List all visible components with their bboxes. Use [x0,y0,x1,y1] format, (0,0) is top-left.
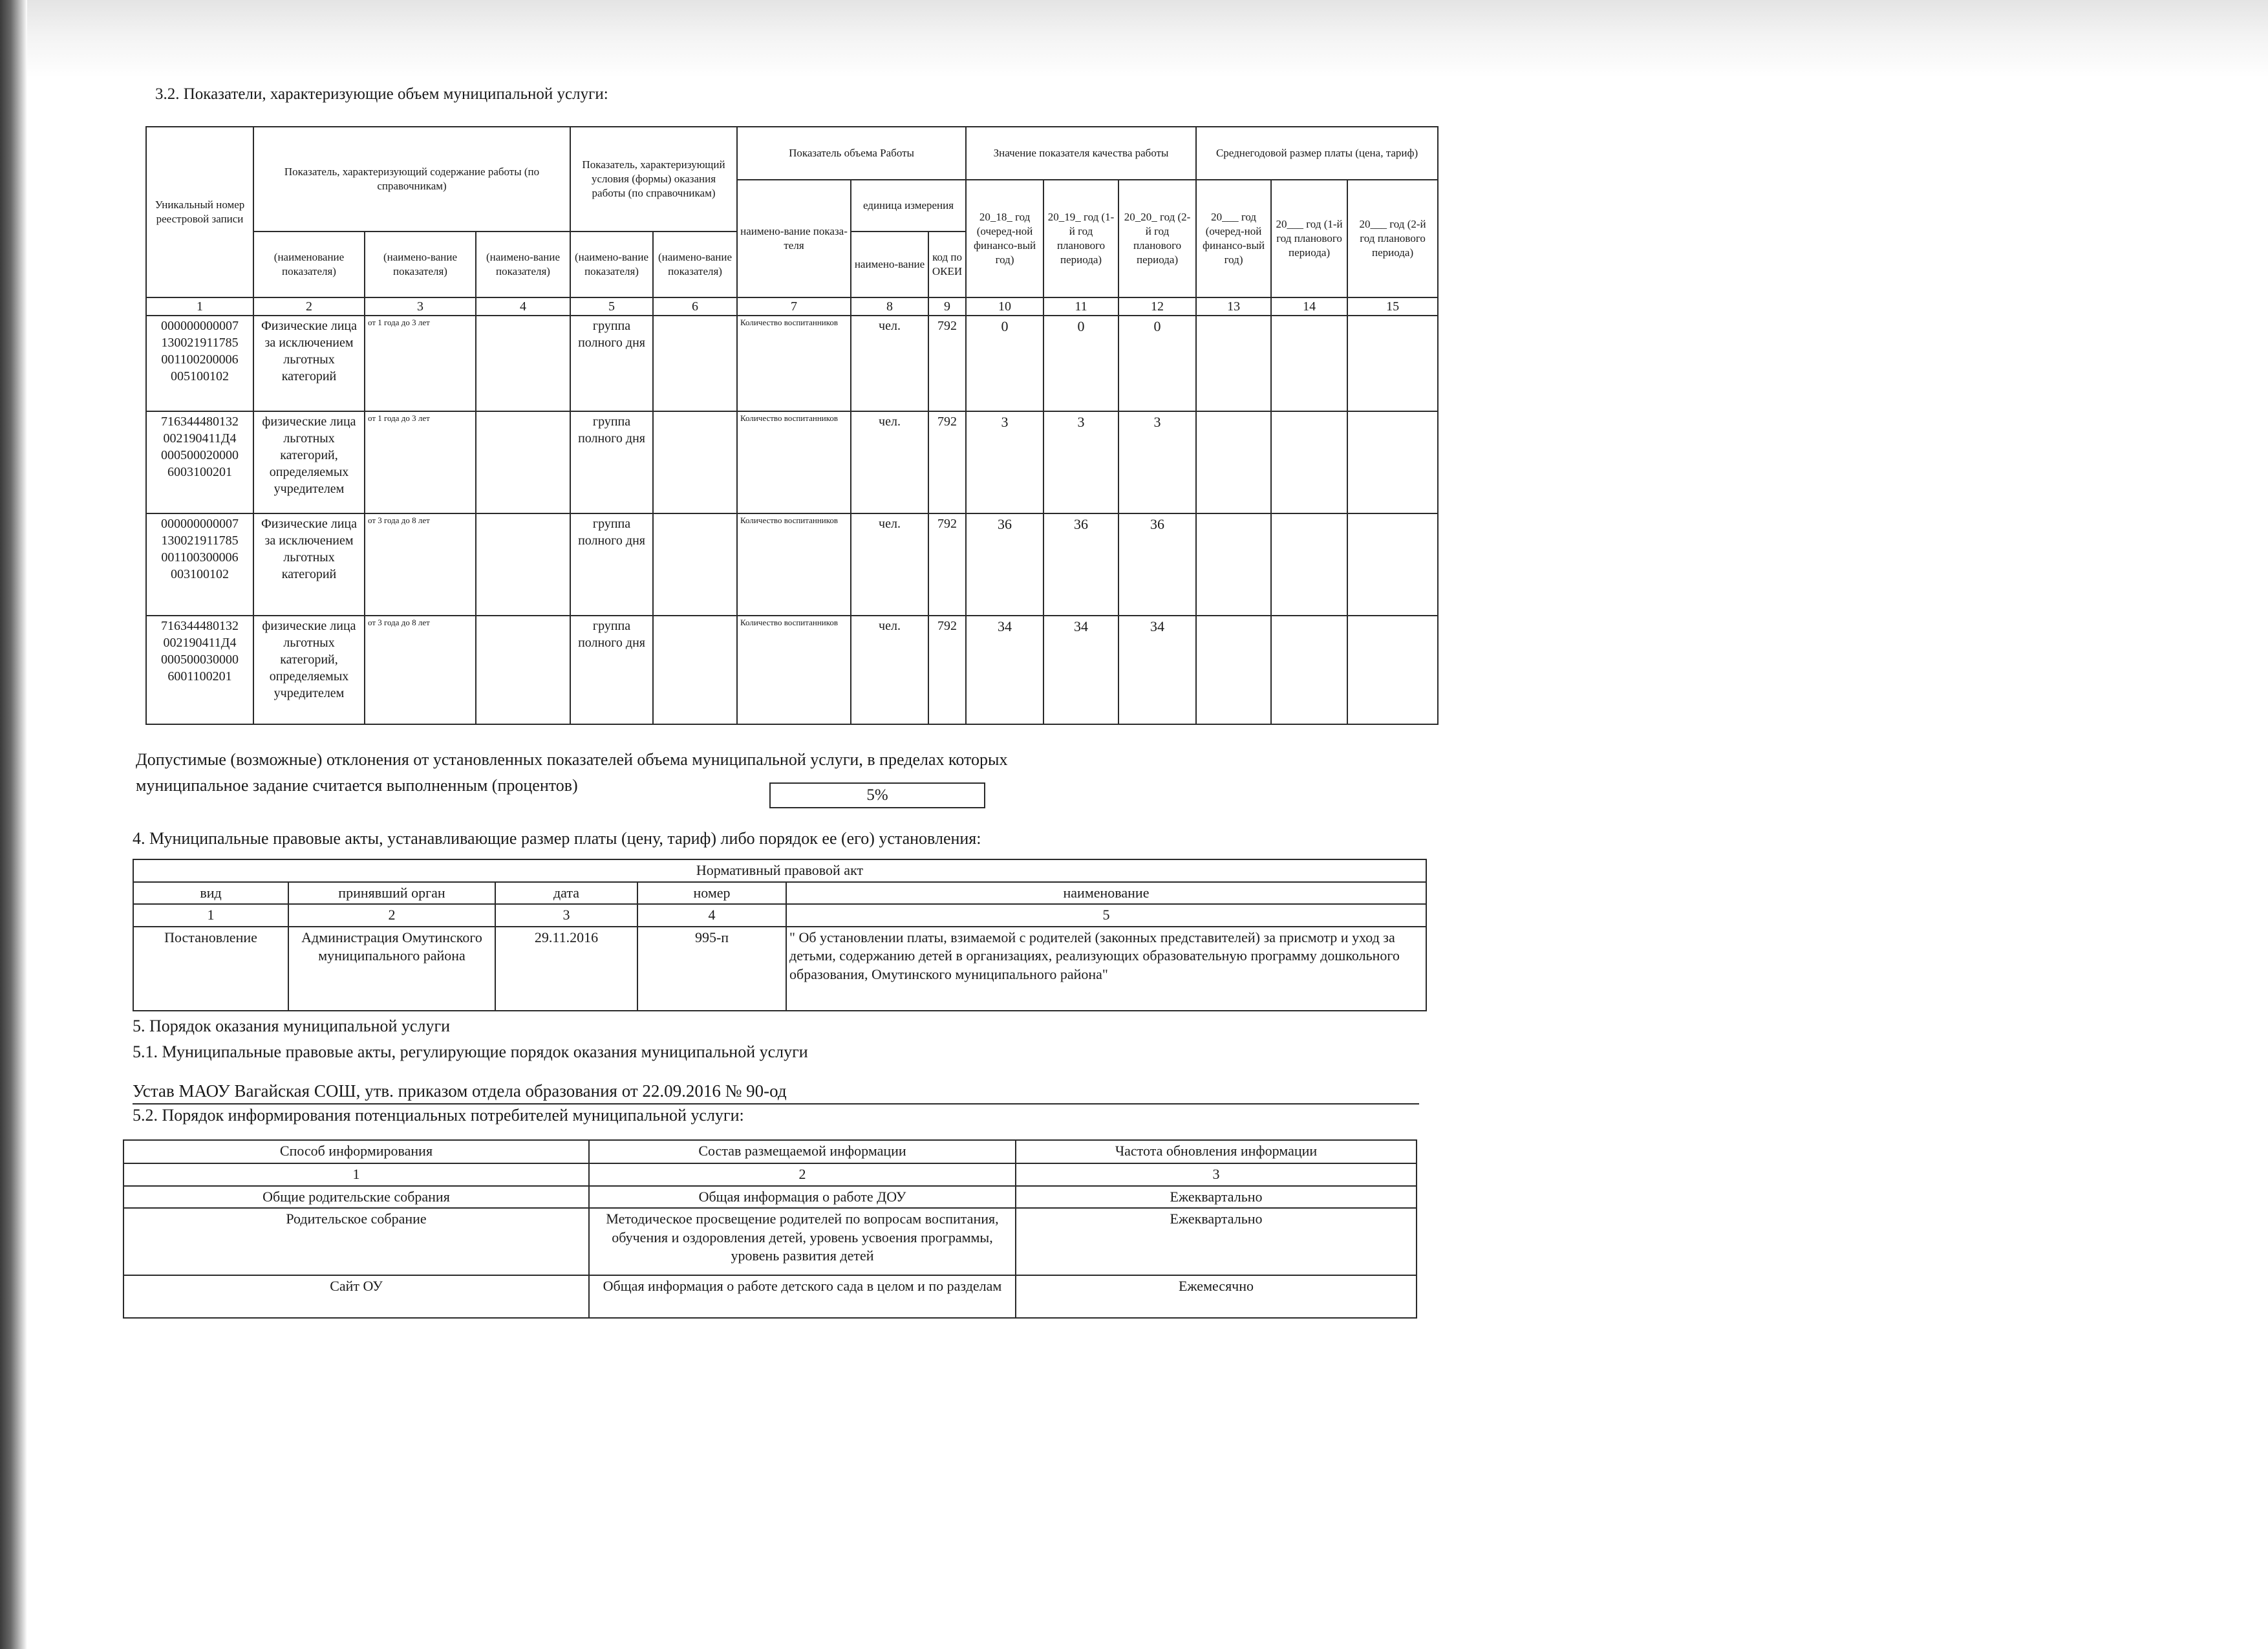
table-row [123,1186,1417,1209]
row-group: группа полного дня [570,316,653,411]
row-category: физические лица льготных категорий, определяемых учредителем [253,411,365,513]
col-number: 12 [1118,297,1196,316]
row-age: от 1 года до 3 лет [365,316,476,411]
info-method: Родительское собрание [123,1208,589,1275]
col-number: 2 [288,904,495,927]
row-empty [1271,316,1347,411]
section-4-title: 4. Муниципальные правовые акты, устанавливающие размер платы (цену, тариф) либо порядок ее (его) установления: [133,829,981,848]
hdr-year-2018: 20_18_ год (очеред-ной финансо-вый год) [966,180,1043,297]
hdr-frequency: Частота обновления информации [1016,1140,1417,1163]
row-unit: чел. [851,411,928,513]
hdr-volume-indicator: Показатель объема Работы [737,127,966,180]
col-number: 5 [786,904,1426,927]
row-empty [1347,411,1438,513]
info-method: Общие родительские собрания [123,1186,589,1209]
row-age: от 1 года до 3 лет [365,411,476,513]
act-name: " Об установлении платы, взимаемой с родителей (законных представителей) за присмотр и уход за детьми, содержанию детей в организациях, реализующих образовательную программу дошкольного образования, Омутинского муниципального района" [786,927,1426,1011]
col-number: 13 [1196,297,1271,316]
col-number: 10 [966,297,1043,316]
info-content: Общая информация о работе ДОУ [589,1186,1016,1209]
hdr-content: Состав размещаемой информации [589,1140,1016,1163]
row-value-2019: 34 [1043,616,1118,724]
hdr-organ: принявший орган [288,882,495,905]
section-5-2-title: 5.2. Порядок информирования потенциальных потребителей муниципальной услуги: [133,1106,744,1125]
row-okei: 792 [928,513,966,616]
row-empty [476,411,570,513]
col-number: 2 [253,297,365,316]
row-empty [653,316,737,411]
row-okei: 792 [928,616,966,724]
row-empty [1271,616,1347,724]
info-content: Общая информация о работе детского сада в целом и по разделам [589,1275,1016,1318]
row-empty [476,513,570,616]
row-empty [653,616,737,724]
row-value-2018: 0 [966,316,1043,411]
row-id: 716344480132 002190411Д4 000500030000 6001100201 [146,616,253,724]
table-row [123,1275,1417,1318]
col-number: 6 [653,297,737,316]
row-empty [1196,616,1271,724]
col-number: 4 [637,904,786,927]
row-group: группа полного дня [570,411,653,513]
row-empty [1347,513,1438,616]
hdr-content-indicator: Показатель, характеризующий содержание работы (по справочникам) [253,127,570,232]
hdr-fee-year-2: 20___ год (1-й год планового периода) [1271,180,1347,297]
col-number: 1 [123,1163,589,1186]
table-row [146,513,1438,616]
row-empty [653,411,737,513]
hdr-name-indicator-1: (наименование показателя) [253,232,365,297]
col-number: 1 [133,904,288,927]
table-row [133,927,1426,1011]
act-type: Постановление [133,927,288,1011]
hdr-name-indicator-3: (наимено-вание показателя) [476,232,570,297]
row-age: от 3 года до 8 лет [365,513,476,616]
table-row [123,1208,1417,1275]
row-empty [1347,616,1438,724]
hdr-year-2019: 20_19_ год (1-й год планового периода) [1043,180,1118,297]
row-id: 000000000007 130021911785 001100300006 003100102 [146,513,253,616]
row-category: Физические лица за исключением льготных категорий [253,513,365,616]
row-empty [1347,316,1438,411]
hdr-method: Способ информирования [123,1140,589,1163]
hdr-unit-name: наимено-вание [851,232,928,297]
scan-dark-edge [0,0,27,1649]
row-category: физические лица льготных категорий, определяемых учредителем [253,616,365,724]
deviation-percent-value: 5% [769,782,985,808]
row-indicator: Количество воспитанников [737,513,851,616]
row-value-2018: 3 [966,411,1043,513]
row-value-2019: 0 [1043,316,1118,411]
table-row [146,616,1438,724]
col-number: 3 [365,297,476,316]
hdr-avg-fee: Среднегодовой размер платы (цена, тариф) [1196,127,1438,180]
hdr-unit: единица измерения [851,180,966,232]
row-group: группа полного дня [570,616,653,724]
act-organ: Администрация Омутинского муниципального района [288,927,495,1011]
col-number: 14 [1271,297,1347,316]
col-number: 5 [570,297,653,316]
row-id: 000000000007 130021911785 001100200006 005100102 [146,316,253,411]
row-age: от 3 года до 8 лет [365,616,476,724]
act-number: 995-п [637,927,786,1011]
hdr-quality-value: Значение показателя качества работы [966,127,1196,180]
deviation-text-line1: Допустимые (возможные) отклонения от установленных показателей объема муниципальной услуги, в пределах которых [136,750,1008,769]
row-empty [1196,316,1271,411]
row-empty [476,616,570,724]
row-value-2020: 0 [1118,316,1196,411]
info-frequency: Ежемесячно [1016,1275,1417,1318]
hdr-date: дата [495,882,637,905]
row-category: Физические лица за исключением льготных категорий [253,316,365,411]
hdr-conditions-indicator: Показатель, характеризующий условия (формы) оказания работы (по справочникам) [570,127,737,232]
section-3-2-title: 3.2. Показатели, характеризующие объем муниципальной услуги: [155,85,608,103]
hdr-name: наименование [786,882,1426,905]
hdr-name-indicator-4: (наимено-вание показателя) [570,232,653,297]
table-row [146,411,1438,513]
col-number: 9 [928,297,966,316]
row-empty [1196,411,1271,513]
section-5-1-title: 5.1. Муниципальные правовые акты, регулирующие порядок оказания муниципальной услуги [133,1042,808,1061]
col-number: 3 [495,904,637,927]
row-empty [1271,513,1347,616]
row-indicator: Количество воспитанников [737,316,851,411]
row-unit: чел. [851,513,928,616]
col-number: 11 [1043,297,1118,316]
row-value-2020: 36 [1118,513,1196,616]
row-value-2019: 3 [1043,411,1118,513]
info-method: Сайт ОУ [123,1275,589,1318]
row-indicator: Количество воспитанников [737,616,851,724]
hdr-year-2020: 20_20_ год (2-й год планового периода) [1118,180,1196,297]
info-frequency: Ежеквартально [1016,1208,1417,1275]
row-value-2018: 34 [966,616,1043,724]
hdr-okei-code: код по ОКЕИ [928,232,966,297]
row-value-2019: 36 [1043,513,1118,616]
col-number: 3 [1016,1163,1417,1186]
col-number: 7 [737,297,851,316]
row-id: 716344480132 002190411Д4 000500020000 6003100201 [146,411,253,513]
hdr-number: номер [637,882,786,905]
legal-acts-table-title: Нормативный правовой акт [133,859,1426,882]
section-5-title: 5. Порядок оказания муниципальной услуги [133,1017,451,1035]
row-okei: 792 [928,316,966,411]
row-empty [1196,513,1271,616]
row-empty [476,316,570,411]
deviation-text-line2: муниципальное задание считается выполненным (процентов) [136,776,578,795]
volume-indicators-table [145,126,1439,725]
hdr-name-indicator-5: (наимено-вание показателя) [653,232,737,297]
informing-table [123,1139,1417,1319]
row-group: группа полного дня [570,513,653,616]
row-indicator: Количество воспитанников [737,411,851,513]
col-number: 1 [146,297,253,316]
act-date: 29.11.2016 [495,927,637,1011]
col-number: 2 [589,1163,1016,1186]
legal-acts-table [133,859,1427,1011]
info-frequency: Ежеквартально [1016,1186,1417,1209]
hdr-fee-year-1: 20___ год (очеред-ной финансо-вый год) [1196,180,1271,297]
row-value-2018: 36 [966,513,1043,616]
row-okei: 792 [928,411,966,513]
info-content: Методическое просвещение родителей по вопросам воспитания, обучения и оздоровления детей, уровень усвоения программы, уровень развития детей [589,1208,1016,1275]
row-unit: чел. [851,316,928,411]
charter-text: Устав МАОУ Вагайская СОШ, утв. приказом отдела образования от 22.09.2016 № 90-од [133,1081,787,1101]
scan-top-shadow [27,0,2268,78]
table-row [146,316,1438,411]
hdr-type: вид [133,882,288,905]
col-number: 8 [851,297,928,316]
col-number: 15 [1347,297,1438,316]
hdr-fee-year-3: 20___ год (2-й год планового периода) [1347,180,1438,297]
row-value-2020: 34 [1118,616,1196,724]
row-empty [1271,411,1347,513]
hdr-unique-number: Уникальный номер реестровой записи [146,127,253,297]
hdr-indicator-name: наимено-вание показа-теля [737,180,851,297]
row-unit: чел. [851,616,928,724]
underline-rule [133,1103,1419,1105]
hdr-name-indicator-2: (наимено-вание показателя) [365,232,476,297]
row-value-2020: 3 [1118,411,1196,513]
row-empty [653,513,737,616]
col-number: 4 [476,297,570,316]
